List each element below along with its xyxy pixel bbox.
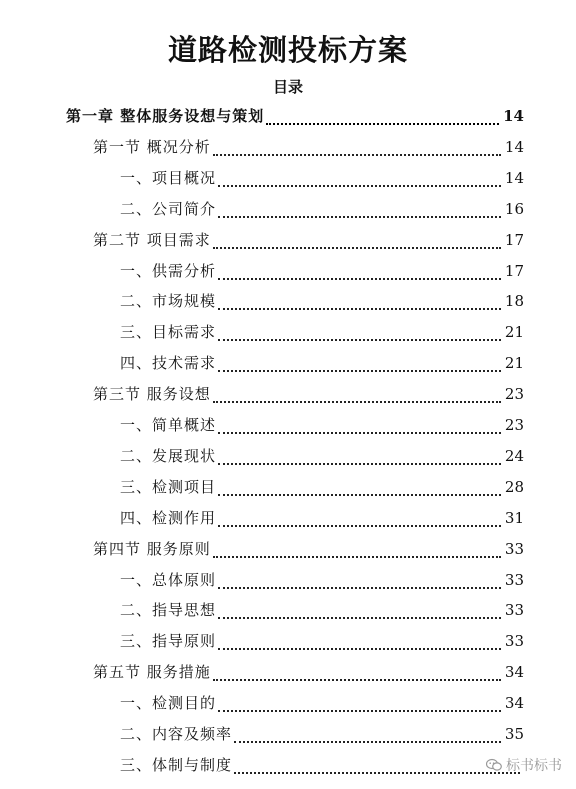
toc-leader-dots [218, 216, 501, 218]
toc-entry-text: 一、项目概况 [120, 168, 217, 187]
toc-section-entry[interactable] [93, 136, 524, 160]
toc-leader-dots [218, 463, 501, 465]
toc-subsection-entry[interactable] [120, 599, 524, 623]
toc-page-number: 34 [504, 663, 524, 682]
toc-page-number: 34 [504, 694, 524, 713]
toc-subsection-entry[interactable] [120, 630, 524, 654]
toc-entry-text: 三、目标需求 [120, 323, 217, 342]
toc-entry-text: 二、公司简介 [120, 199, 217, 218]
toc-leader-dots [218, 494, 501, 496]
document-title: 道路检测投标方案 [167, 33, 408, 67]
toc-chapter-entry[interactable] [66, 105, 524, 129]
toc-leader-dots [234, 741, 501, 743]
watermark-text: 标书标书 [506, 758, 562, 774]
toc-leader-dots [218, 587, 501, 589]
toc-subsection-entry[interactable] [120, 692, 524, 716]
toc-leader-dots [218, 278, 501, 280]
toc-page-number: 33 [504, 570, 524, 589]
toc-page-number: 21 [504, 354, 524, 373]
toc-entry-text: 三、体制与制度 [120, 755, 233, 774]
toc-leader-dots [266, 123, 499, 125]
toc-entry-text: 第四节 服务原则 [93, 539, 211, 558]
toc-entry-text: 四、技术需求 [120, 354, 217, 373]
toc-subsection-entry[interactable] [120, 507, 524, 531]
toc-subsection-entry[interactable] [120, 198, 524, 222]
toc-entry-text: 三、指导原则 [120, 632, 217, 651]
toc-subsection-entry[interactable] [120, 445, 524, 469]
toc-entry-text: 第一章 整体服务设想与策划 [66, 107, 265, 125]
toc-entry-text: 一、简单概述 [120, 416, 217, 434]
toc-leader-dots [213, 154, 501, 156]
toc-leader-dots [218, 339, 501, 341]
toc-subsection-entry[interactable] [120, 754, 524, 778]
toc-leader-dots [234, 772, 520, 774]
toc-leader-dots [218, 370, 501, 372]
toc-page-number: 16 [504, 199, 524, 218]
toc-entry-text: 第三节 服务设想 [93, 385, 211, 404]
toc-leader-dots [213, 679, 501, 681]
toc-subsection-entry[interactable] [120, 352, 524, 376]
toc-entry-text: 二、发展现状 [120, 446, 217, 465]
toc-subsection-entry[interactable] [120, 476, 524, 500]
toc-section-entry[interactable] [93, 383, 524, 407]
toc-entry-text: 第五节 服务措施 [93, 663, 211, 682]
toc-page-number: 18 [504, 292, 524, 311]
toc-subsection-entry[interactable] [120, 260, 524, 284]
toc-subsection-entry[interactable] [120, 414, 524, 438]
toc-page-number: 23 [504, 416, 524, 434]
toc-section-entry[interactable] [93, 661, 524, 685]
toc-page-number: 28 [504, 477, 524, 496]
toc-subsection-entry[interactable] [120, 167, 524, 191]
toc-entry-text: 一、供需分析 [120, 261, 217, 280]
toc-leader-dots [218, 525, 501, 527]
toc-leader-dots [218, 710, 501, 712]
toc-entry-text: 一、总体原则 [120, 570, 217, 589]
toc-leader-dots [218, 617, 501, 619]
toc-subsection-entry[interactable] [120, 569, 524, 593]
toc-leader-dots [218, 648, 501, 650]
toc-page-number: 14 [504, 168, 524, 187]
toc-leader-dots [213, 247, 501, 249]
toc-entry-text: 四、检测作用 [120, 508, 217, 527]
toc-page-number: 24 [504, 446, 524, 465]
toc-page-number: 31 [504, 508, 524, 527]
toc-subsection-entry[interactable] [120, 723, 524, 747]
toc-page-number: 33 [504, 632, 524, 651]
toc-entry-text: 二、市场规模 [120, 292, 217, 311]
toc-section-entry[interactable] [93, 229, 524, 253]
toc-leader-dots [218, 308, 501, 310]
toc-subsection-entry[interactable] [120, 321, 524, 345]
toc-page-number: 17 [504, 230, 524, 249]
toc-heading: 目录 [272, 78, 303, 96]
toc-entry-text: 一、检测目的 [120, 694, 217, 713]
toc-page-number: 17 [504, 261, 524, 280]
toc-entry-text: 三、检测项目 [120, 477, 217, 496]
toc-entry-text: 二、内容及频率 [120, 725, 233, 743]
toc-entry-text: 二、指导思想 [120, 601, 217, 620]
toc-entry-text: 第一节 概况分析 [93, 137, 211, 156]
toc-page-number: 33 [504, 601, 524, 620]
toc-page-number: 14 [504, 137, 524, 156]
toc-page-number: 35 [504, 725, 524, 743]
toc-page-number: 23 [504, 385, 524, 404]
toc-page-number: 33 [504, 539, 524, 558]
toc-leader-dots [218, 432, 501, 434]
toc-subsection-entry[interactable] [120, 290, 524, 314]
toc-leader-dots [218, 185, 501, 187]
watermark [486, 755, 562, 775]
toc-leader-dots [213, 401, 501, 403]
wechat-icon [486, 758, 502, 772]
toc-section-entry[interactable] [93, 538, 524, 562]
toc-leader-dots [213, 556, 501, 558]
toc-entry-text: 第二节 项目需求 [93, 230, 211, 249]
toc-page-number: 14 [503, 107, 524, 125]
toc-page-number: 21 [504, 323, 524, 342]
